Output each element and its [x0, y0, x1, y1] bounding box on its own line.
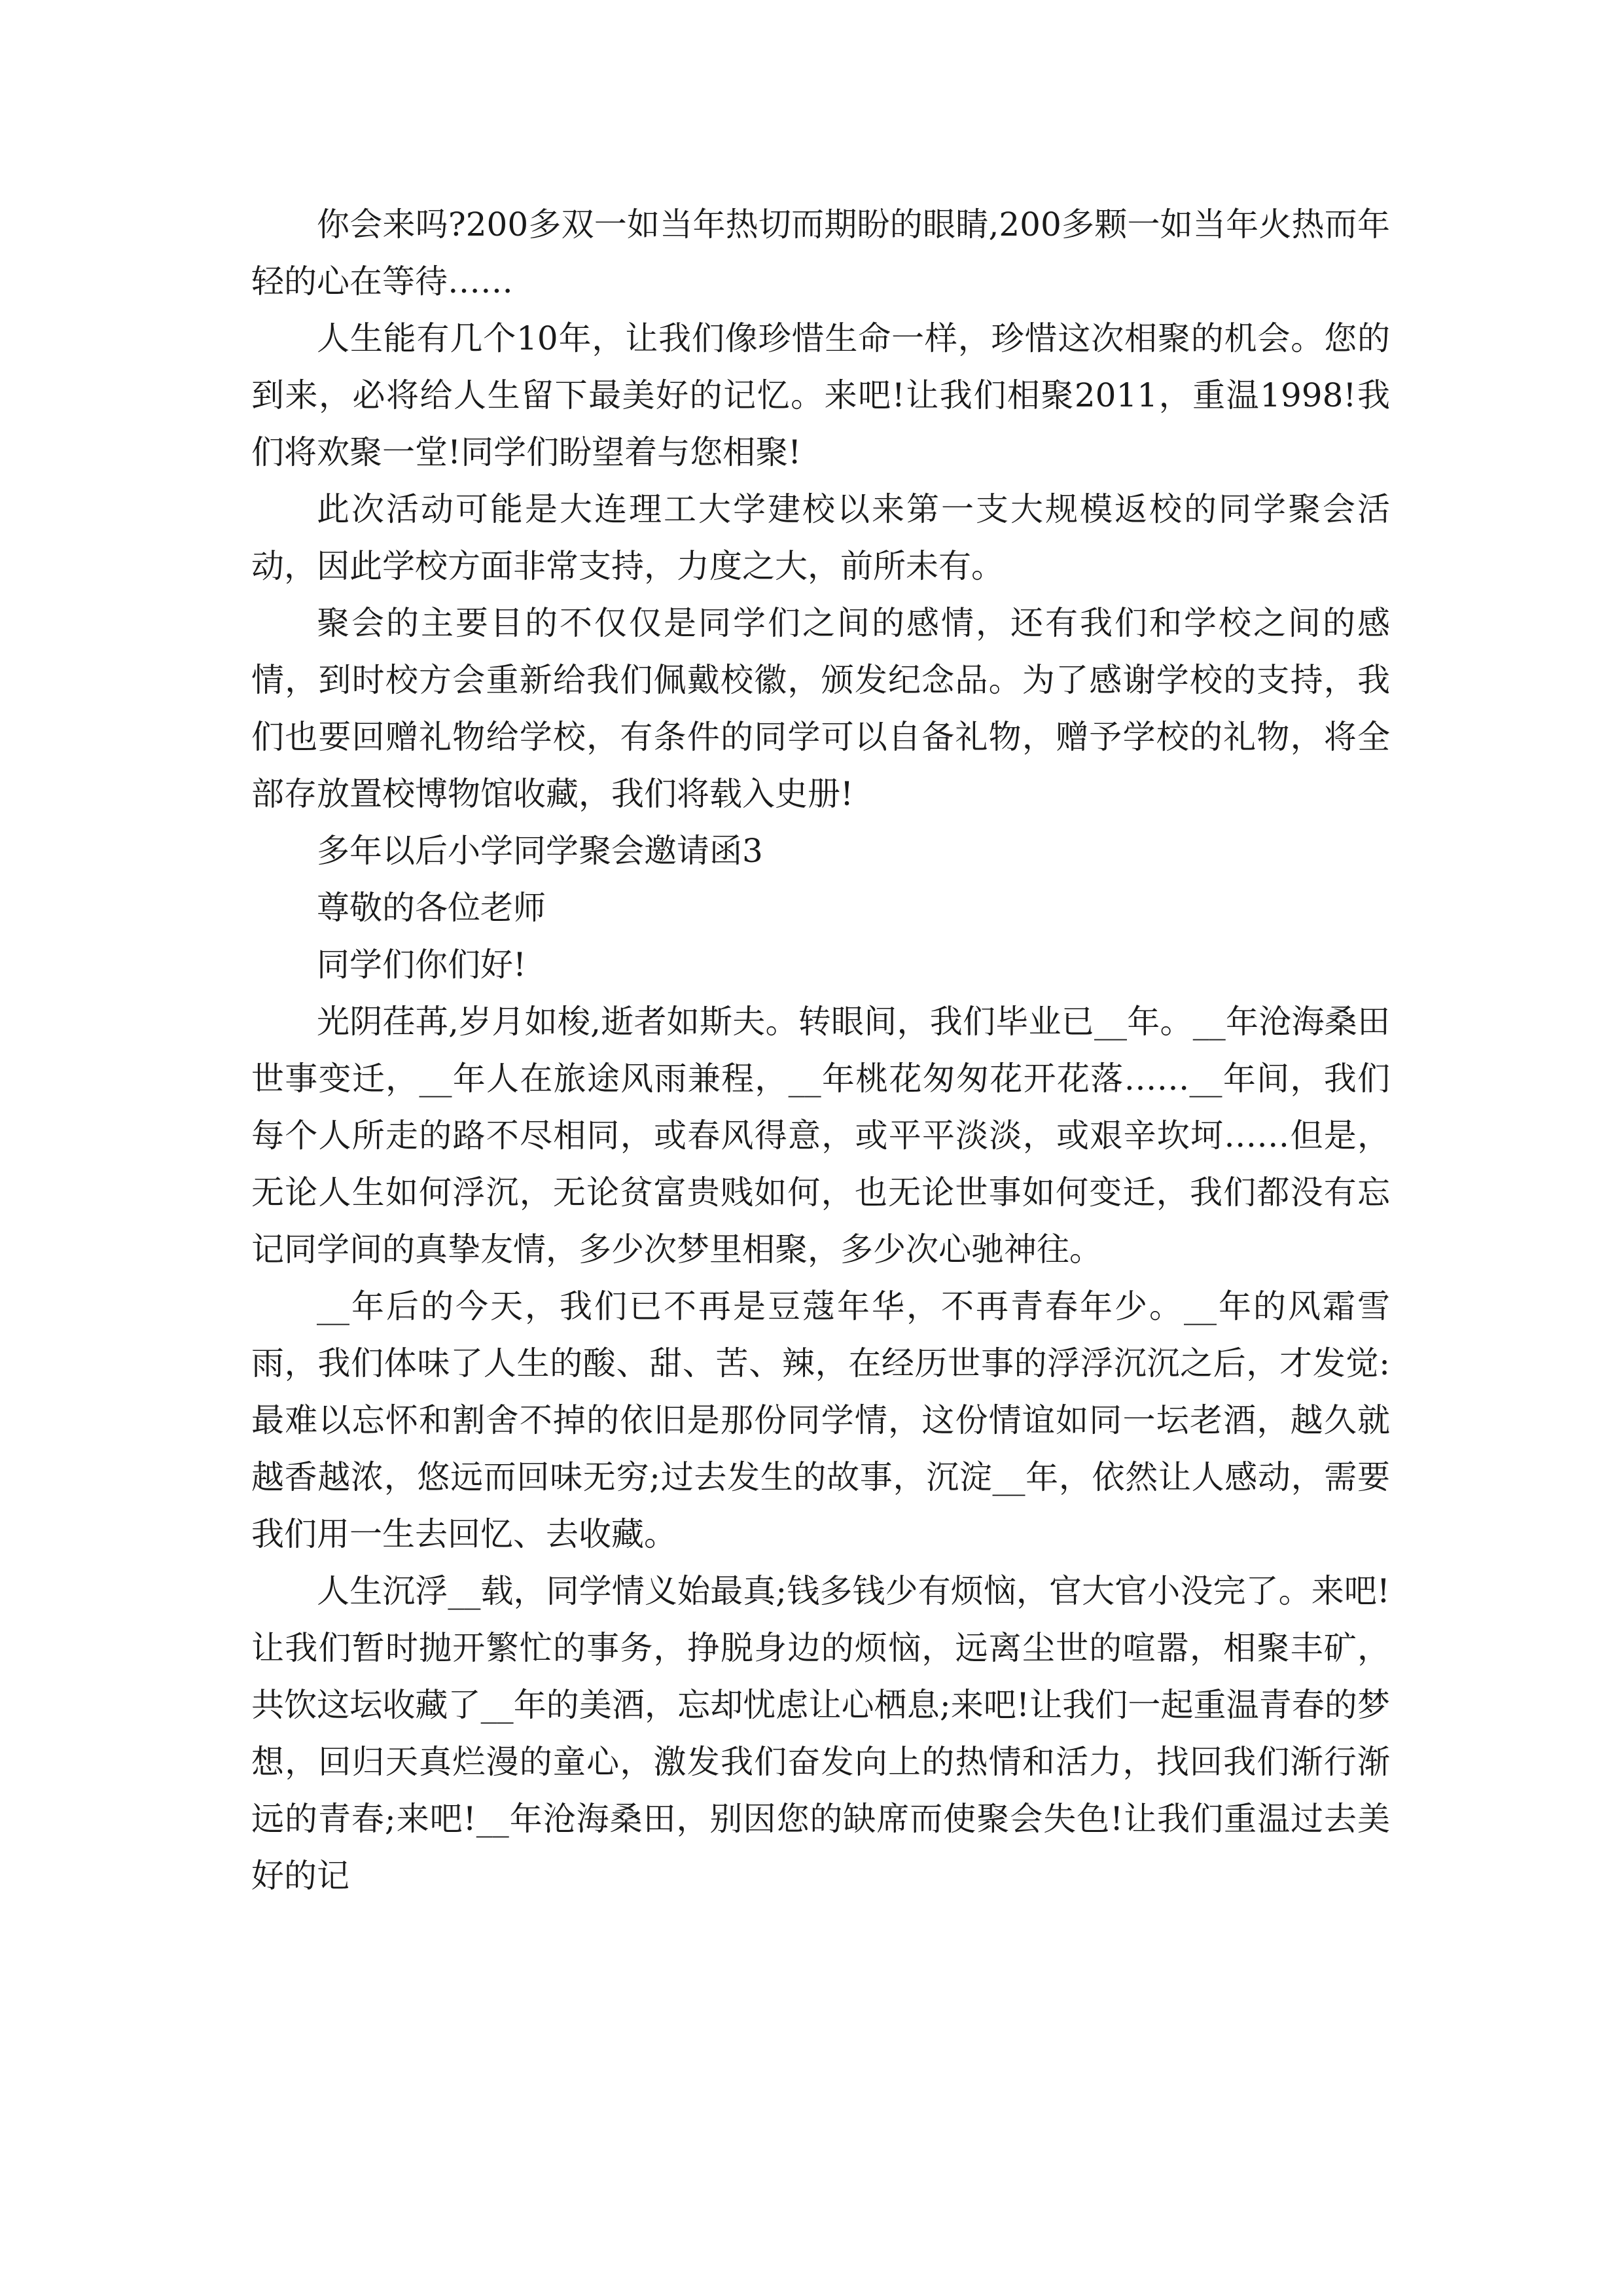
paragraph-come-join: 人生沉浮__载，同学情义始最真;钱多钱少有烦恼，官大官小没完了。来吧!让我们暂时抛开繁忙的事务，挣脱身边的烦恼，远离尘世的喧嚣，相聚丰矿，共饮这坛收藏了__年的美酒，忘却忧虑让心栖息;来吧!让我们一起重温青春的梦想，回归天真烂漫的童心，激发我们奋发向上的热情和活力，找回我们渐行渐远的青春;来吧!__年沧海桑田，别因您的缺席而使聚会失色!让我们重温过去美好的记	[251, 1572, 1390, 1895]
paragraph-reunion-purpose: 聚会的主要目的不仅仅是同学们之间的感情，还有我们和学校之间的感情，到时校方会重新给我们佩戴校徽，颁发纪念品。为了感谢学校的支持，我们也要回赠礼物给学校，有条件的同学可以自备礼物，赠予学校的礼物，将全部存放置校博物馆收藏，我们将载入史册!	[251, 604, 1390, 813]
paragraph-time-flies: 光阴荏苒,岁月如梭,逝者如斯夫。转眼间，我们毕业已__年。__年沧海桑田世事变迁，__年人在旅途风雨兼程，__年桃花匆匆花开花落……__年间，我们每个人所走的路不尽相同，或春风得意，或平平淡淡，或艰辛坎坷……但是，无论人生如何浮沉，无论贫富贵贱如何，也无论世事如何变迁，我们都没有忘记同学间的真挚友情，多少次梦里相聚，多少次心驰神往。	[251, 1003, 1390, 1268]
salutation-teachers: 尊敬的各位老师	[317, 889, 546, 927]
paragraph-school-support: 此次活动可能是大连理工大学建校以来第一支大规模返校的同学聚会活动，因此学校方面非常支持，力度之大，前所未有。	[251, 490, 1390, 585]
paragraph-cherish-reunion: 人生能有几个10年，让我们像珍惜生命一样，珍惜这次相聚的机会。您的到来，必将给人生留下最美好的记忆。来吧!让我们相聚2011，重温1998!我们将欢聚一堂!同学们盼望着与您相聚!	[251, 319, 1390, 471]
salutation-classmates: 同学们你们好!	[317, 946, 527, 984]
paragraph-waiting: 你会来吗?200多双一如当年热切而期盼的眼睛,200多颗一如当年火热而年轻的心在等待……	[251, 206, 1390, 300]
section-heading-invitation-3: 多年以后小学同学聚会邀请函3	[317, 832, 763, 870]
paragraph-years-later: __年后的今天，我们已不再是豆蔻年华，不再青春年少。__年的风霜雪雨，我们体味了人生的酸、甜、苦、辣，在经历世事的浮浮沉沉之后，才发觉:最难以忘怀和割舍不掉的依旧是那份同学情，这份情谊如同一坛老酒，越久就越香越浓，悠远而回味无穷;过去发生的故事，沉淀__年，依然让人感动，需要我们用一生去回忆、去收藏。	[251, 1287, 1390, 1553]
document-body	[251, 196, 1390, 1905]
